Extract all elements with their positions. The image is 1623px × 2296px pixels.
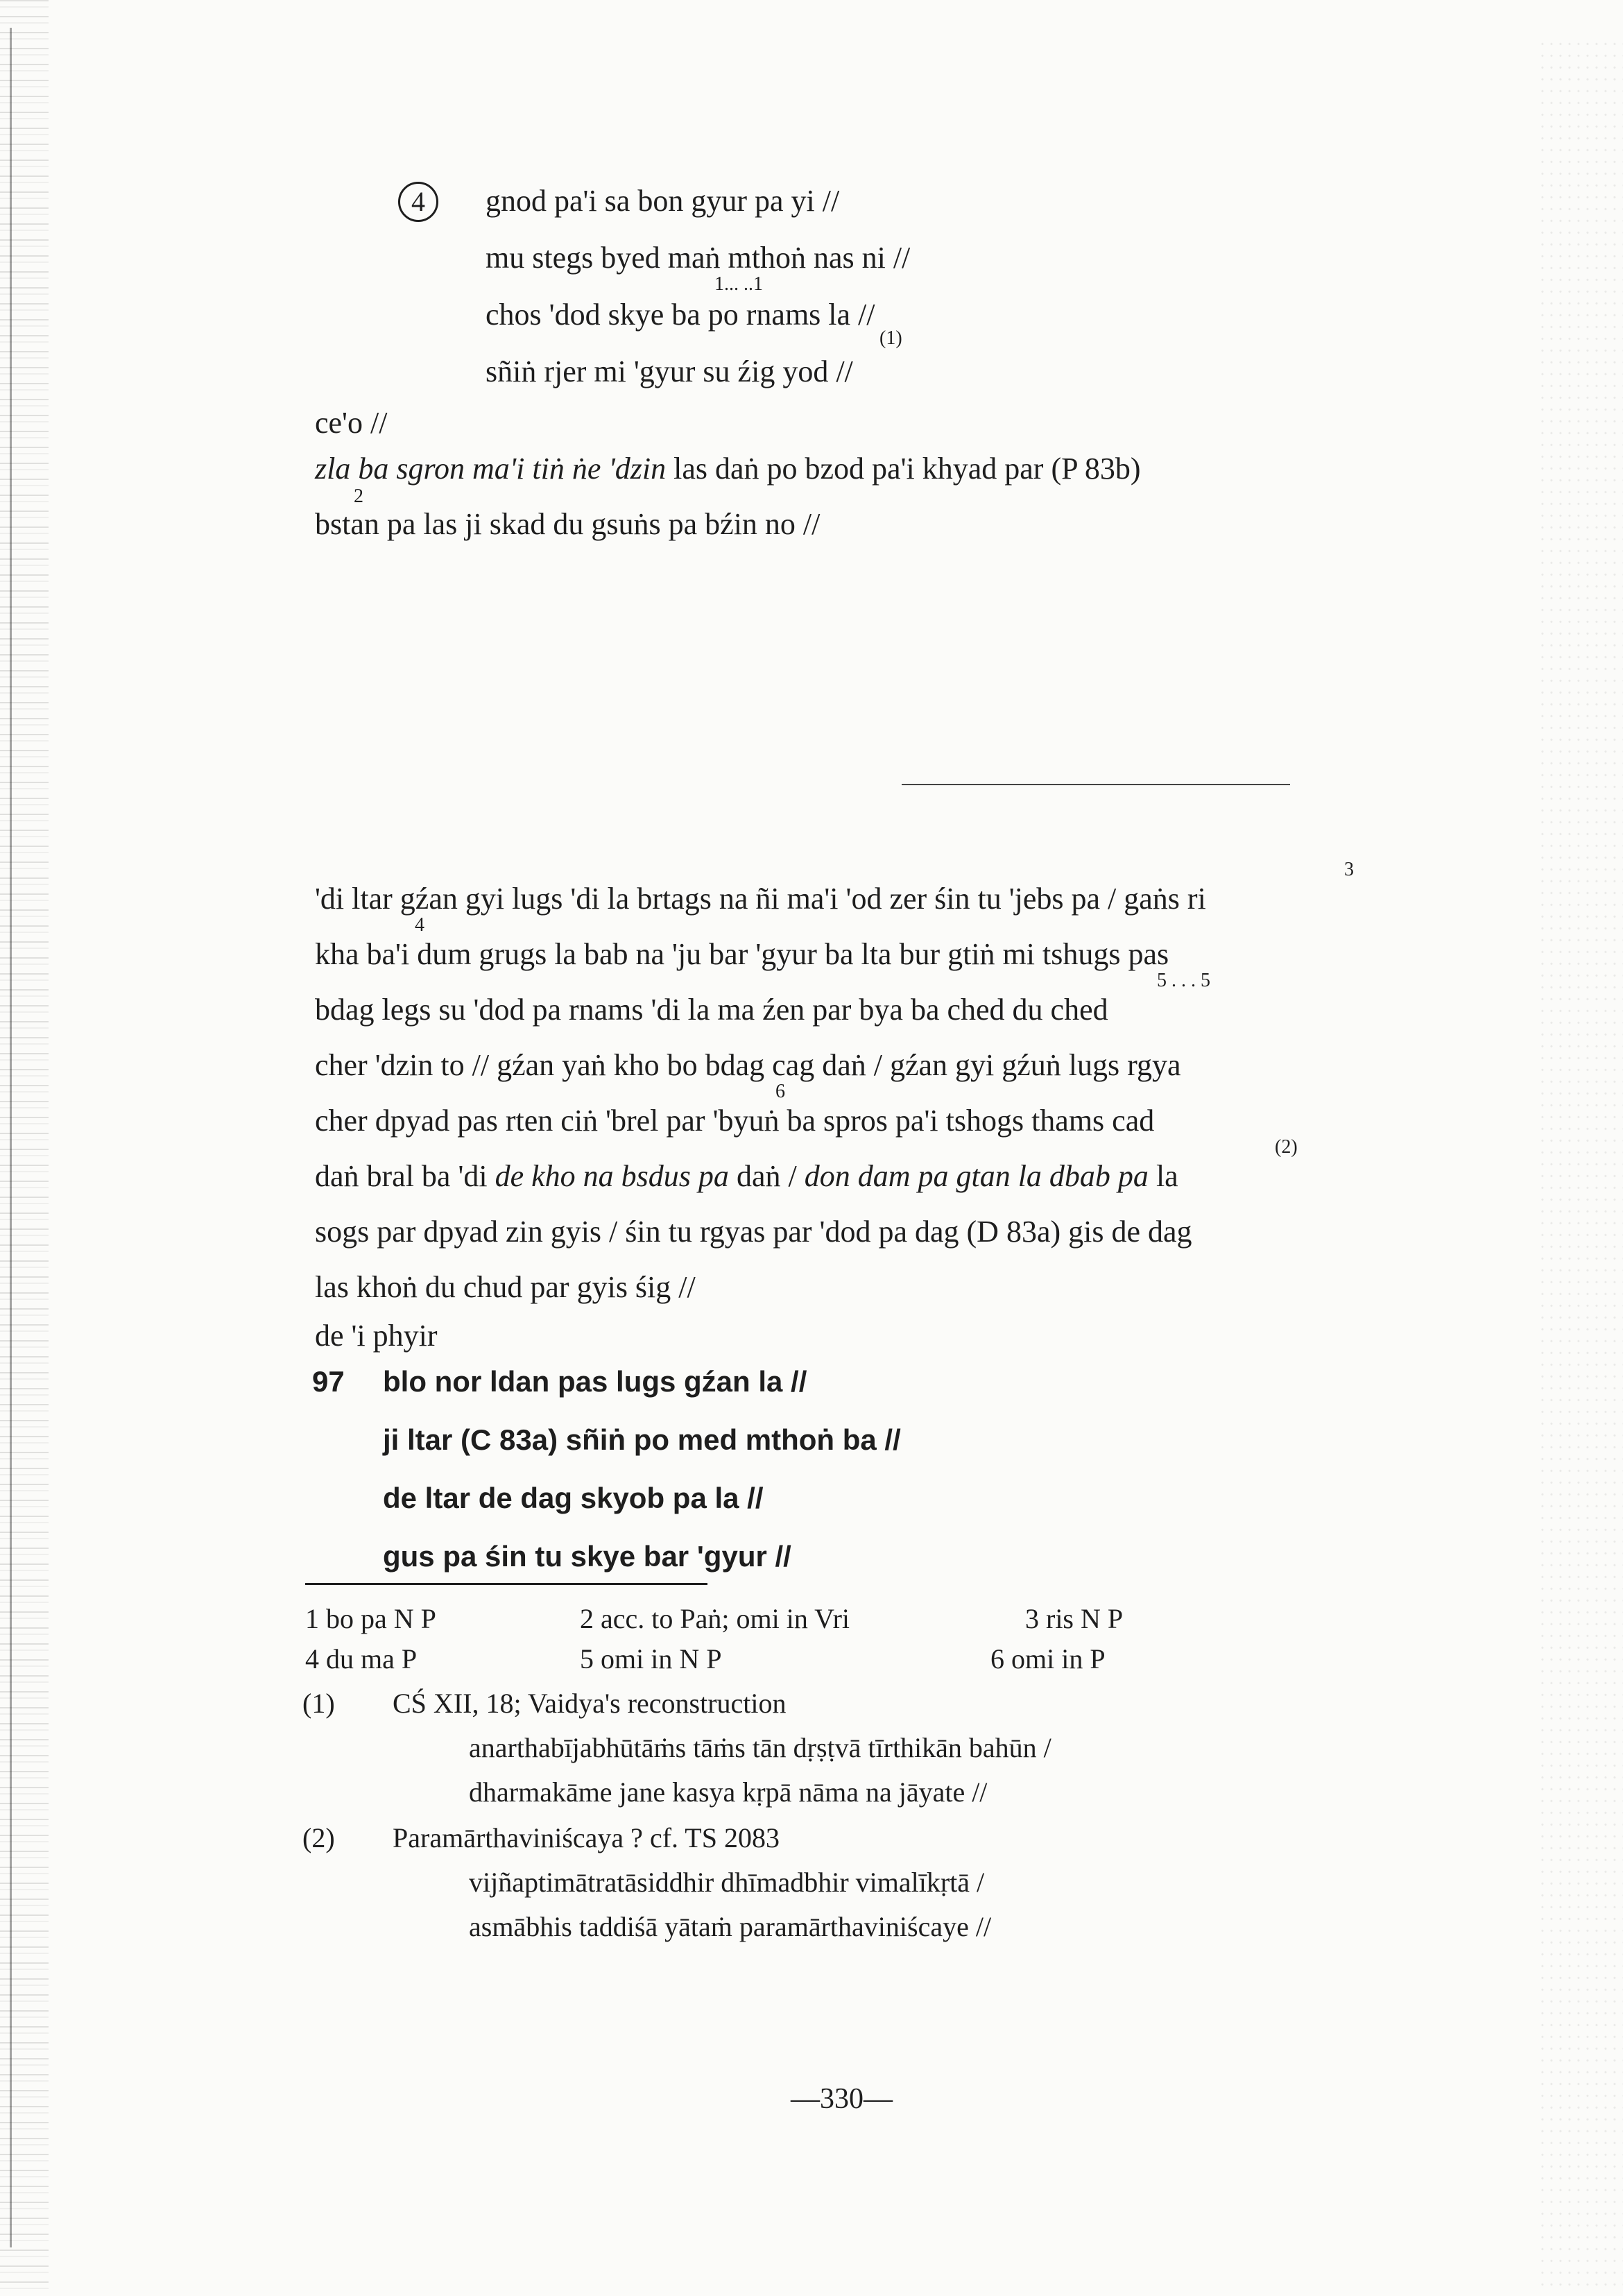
scan-edge-left xyxy=(0,0,49,2296)
prose2-line-5: cher dpyad pas rten ciṅ 'brel par 'byuṅ ba spros pa'i tshogs thams cad xyxy=(315,1104,1155,1138)
scan-edge-line xyxy=(10,28,12,2247)
verse4-line-1: gnod pa'i sa bon gyur pa yi // xyxy=(486,184,840,218)
verse97-line-1: blo nor ldan pas lugs gźan la // xyxy=(383,1365,807,1398)
variant-6: 6 omi in P xyxy=(990,1643,1106,1674)
verse-number-97: 97 xyxy=(312,1365,345,1398)
verse4-line-3: chos 'dod skye ba po rnams la // xyxy=(486,298,875,332)
prose1-line-2: bstan pa las ji skad du gsuṅs pa bźin no // xyxy=(315,507,821,541)
prose2-mark-5: 5 . . . 5 xyxy=(1157,970,1210,991)
prose2-line-6-c: la xyxy=(1148,1159,1178,1193)
de-phyir-line: de 'i phyir xyxy=(315,1319,438,1353)
note-1-line-1: anarthabījabhūtāṁs tāṁs tān dṛṣṭvā tīrthikān bahūn / xyxy=(469,1732,1051,1763)
prose1-line-1 xyxy=(315,451,1141,486)
variant-5: 5 omi in N P xyxy=(580,1643,722,1674)
prose2-line-3: bdag legs su 'dod pa rnams 'di la ma źen par bya ba ched du ched xyxy=(315,993,1108,1027)
prose2-line-4: cher 'dzin to // gźan yaṅ kho bo bdag cag daṅ / gźan gyi gźuṅ lugs rgya xyxy=(315,1048,1181,1082)
verse-number-circled: 4 xyxy=(398,182,438,222)
variant-4: 4 du ma P xyxy=(305,1643,418,1674)
prose2-line-8: las khoṅ du chud par gyis śig // xyxy=(315,1270,696,1304)
prose2-line-1: 'di ltar gźan gyi lugs 'di la brtags na ñi ma'i 'od zer śin tu 'jebs pa / gaṅs ri xyxy=(315,882,1206,916)
variant-3: 3 ris N P xyxy=(1025,1603,1124,1634)
prose1-mark: 2 xyxy=(354,486,363,507)
note-2-line-2: asmābhis taddiśā yātaṁ paramārthaviniścaye // xyxy=(469,1911,992,1942)
scan-edge-right xyxy=(1540,42,1623,2289)
title-paramarthaviniscaya: don dam pa gtan la dbab pa xyxy=(804,1159,1149,1193)
variant-2: 2 acc. to Paṅ; omi in Vri xyxy=(580,1603,850,1634)
prose2-mark-2: (2) xyxy=(1275,1136,1298,1158)
prose2-line-6 xyxy=(315,1158,1178,1194)
verse97-line-2: ji ltar (C 83a) sñiṅ po med mthoṅ ba // xyxy=(383,1423,901,1456)
scan-artifact-line xyxy=(902,784,1290,785)
footnote-rule xyxy=(305,1583,707,1585)
prose2-line-2: kha ba'i dum grugs la bab na 'ju bar 'gyur ba lta bur gtiṅ mi tshugs pas xyxy=(315,937,1169,971)
prose1-line-1-rest: las daṅ po bzod pa'i khyad par (P 83b) xyxy=(666,452,1141,486)
title-tattvasamgraha: de kho na bsdus pa xyxy=(495,1159,729,1193)
variant-1: 1 bo pa N P xyxy=(305,1603,436,1634)
ceo-line: ce'o // xyxy=(315,406,388,440)
verse4-line-4: sñiṅ rjer mi 'gyur su źig yod // xyxy=(486,354,853,388)
prose2-line-6-a: daṅ bral ba 'di xyxy=(315,1159,495,1193)
note-2-label: (2) xyxy=(302,1822,335,1853)
note-1-label: (1) xyxy=(302,1688,335,1719)
page-number: —330— xyxy=(791,2083,893,2115)
prose2-mark-3: 3 xyxy=(1344,859,1354,880)
verse4-mark-1: 1... ..1 xyxy=(714,273,763,295)
verse97-line-3: de ltar de dag skyob pa la // xyxy=(383,1482,764,1514)
note-2-line-1: vijñaptimātratāsiddhir dhīmadbhir vimalīkṛtā / xyxy=(469,1867,985,1898)
prose2-line-6-b: daṅ / xyxy=(728,1159,805,1193)
note-1-head: CŚ XII, 18; Vaidya's reconstruction xyxy=(393,1688,787,1719)
verse97-line-4: gus pa śin tu skye bar 'gyur // xyxy=(383,1540,791,1573)
prose2-mark-6: 6 xyxy=(775,1081,785,1102)
prose2-mark-4: 4 xyxy=(415,914,424,936)
prose2-line-7: sogs par dpyad zin gyis / śin tu rgyas par 'dod pa dag (D 83a) gis de dag xyxy=(315,1215,1192,1249)
sutra-title: zla ba sgron ma'i tiṅ ṅe 'dzin xyxy=(315,452,667,486)
note-1-line-2: dharmakāme jane kasya kṛpā nāma na jāyate // xyxy=(469,1776,988,1808)
verse4-mark-2: (1) xyxy=(879,327,902,349)
verse4-line-2: mu stegs byed maṅ mthoṅ nas ni // xyxy=(486,241,911,275)
note-2-head: Paramārthaviniścaya ? cf. TS 2083 xyxy=(393,1822,780,1853)
